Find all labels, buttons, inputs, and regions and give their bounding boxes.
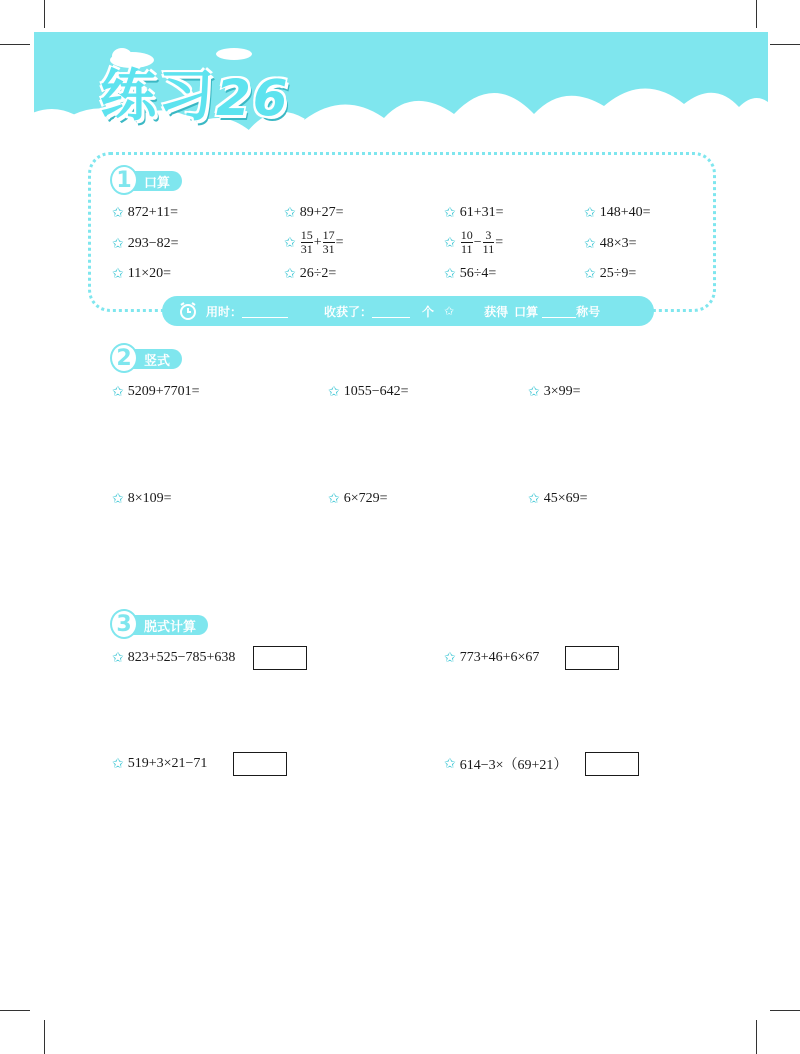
section2-label: 2 竖式: [114, 349, 182, 369]
crop-mark: [0, 44, 30, 45]
section1-label: 1 口算: [114, 171, 182, 191]
section1-frame: [88, 152, 716, 312]
star-outline-icon: ✩: [284, 205, 296, 221]
star-outline-icon: ✩: [112, 491, 124, 507]
vertical-problem: ✩ 8×109=: [112, 491, 172, 507]
title-blank[interactable]: [542, 305, 576, 318]
star-outline-icon: ✩: [328, 384, 340, 400]
oral-problem: ✩ 48×3=: [584, 236, 637, 252]
star-outline-icon: ✩: [444, 304, 455, 318]
fraction: $\frac{17}{31}$: [322, 228, 335, 256]
oral-problem: ✩ 89+27=: [284, 205, 344, 221]
section2-header: [114, 346, 182, 372]
page-title: 练习26: [100, 64, 290, 129]
answer-box[interactable]: [233, 752, 287, 776]
answer-box[interactable]: [253, 646, 307, 670]
oral-problem: ✩ 25÷9=: [584, 266, 637, 282]
star-outline-icon: ✩: [444, 650, 456, 666]
star-outline-icon: ✩: [328, 491, 340, 507]
star-outline-icon: ✩: [528, 384, 540, 400]
star-outline-icon: ✩: [584, 236, 596, 252]
star-outline-icon: ✩: [112, 384, 124, 400]
star-outline-icon: ✩: [584, 266, 596, 282]
star-outline-icon: ✩: [112, 236, 124, 252]
section1-number: 1: [110, 165, 138, 195]
vertical-problem: ✩ 5209+7701=: [112, 384, 200, 400]
section2-number: 2: [110, 343, 138, 373]
oral-problem-fraction: ✩ $\frac{10}{11}$ − $\frac{3}{11}$ =: [444, 228, 504, 256]
status-bar: [162, 296, 654, 326]
vertical-problem: ✩ 45×69=: [528, 491, 588, 507]
fraction: $\frac{10}{11}$: [460, 228, 473, 256]
stepwise-problem: ✩ 614−3×（69+21）: [444, 752, 639, 776]
vertical-problem: ✩ 1055−642=: [328, 384, 409, 400]
answer-box[interactable]: [585, 752, 639, 776]
star-outline-icon: ✩: [444, 266, 456, 282]
section1-header: [114, 168, 182, 194]
harvest-label: 收获了：: [324, 304, 373, 319]
crop-mark: [770, 1010, 800, 1011]
oral-problem: ✩ 148+40=: [584, 205, 651, 221]
title-label: 口算: [514, 304, 539, 319]
section3-header: [114, 612, 208, 638]
crop-mark: [770, 44, 800, 45]
star-outline-icon: ✩: [584, 205, 596, 221]
exercise-number: 26: [216, 69, 290, 127]
oral-problem: ✩ 11×20=: [112, 266, 172, 282]
stepwise-problem: ✩ 823+525−785+638: [112, 646, 307, 670]
fraction: $\frac{15}{31}$: [300, 228, 313, 256]
star-outline-icon: ✩: [284, 234, 296, 251]
fraction: $\frac{3}{11}$: [482, 228, 495, 256]
star-outline-icon: ✩: [528, 491, 540, 507]
star-outline-icon: ✩: [112, 205, 124, 221]
gain-label: 获得: [484, 304, 509, 319]
stepwise-problem: ✩ 519+3×21−71: [112, 752, 287, 776]
oral-problem-fraction: ✩ $\frac{15}{31}$ + $\frac{17}{31}$ =: [284, 228, 344, 256]
star-outline-icon: ✩: [112, 650, 124, 666]
crop-mark: [44, 0, 45, 28]
crop-mark: [756, 0, 757, 28]
vertical-problem: ✩ 6×729=: [328, 491, 388, 507]
title-suffix: 称号: [576, 304, 601, 319]
alarm-clock-icon: [178, 301, 198, 321]
section3-number: 3: [110, 609, 138, 639]
harvest-blank[interactable]: [372, 305, 410, 318]
time-label: 用时：: [206, 304, 243, 319]
crop-mark: [756, 1020, 757, 1054]
star-outline-icon: ✩: [444, 756, 456, 772]
star-outline-icon: ✩: [284, 266, 296, 282]
star-outline-icon: ✩: [444, 234, 456, 251]
star-outline-icon: ✩: [444, 205, 456, 221]
crop-mark: [44, 1020, 45, 1054]
answer-box[interactable]: [565, 646, 619, 670]
section3-label: 3 脱式计算: [114, 615, 208, 635]
unit-label: 个: [422, 304, 435, 319]
oral-problem: ✩ 293−82=: [112, 236, 179, 252]
oral-problem: ✩ 56÷4=: [444, 266, 497, 282]
time-blank[interactable]: [242, 305, 288, 318]
star-outline-icon: ✩: [112, 756, 124, 772]
crop-mark: [0, 1010, 30, 1011]
vertical-problem: ✩ 3×99=: [528, 384, 581, 400]
oral-problem: ✩ 26÷2=: [284, 266, 337, 282]
star-outline-icon: ✩: [112, 266, 124, 282]
oral-problem: ✩ 61+31=: [444, 205, 504, 221]
stepwise-problem: ✩ 773+46+6×67: [444, 646, 619, 670]
oral-problem: ✩ 872+11=: [112, 205, 179, 221]
